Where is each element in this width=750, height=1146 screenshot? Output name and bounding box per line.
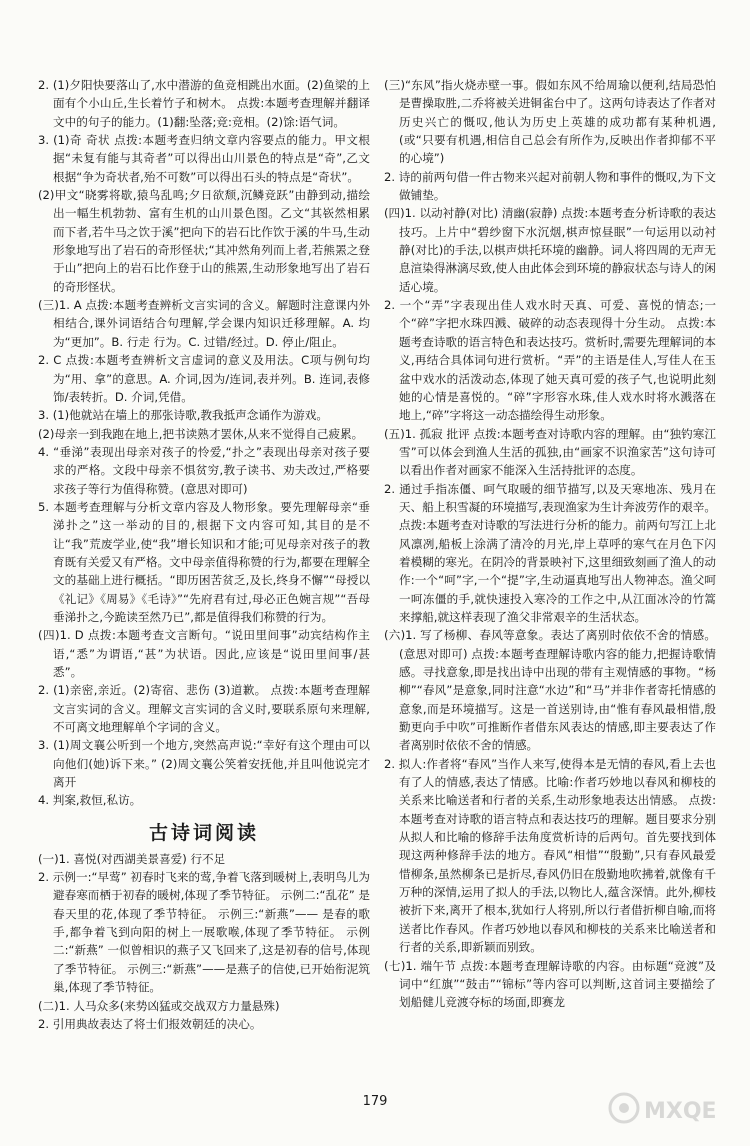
answer-paragraph: 3. (1)他就站在墙上的那张诗歌,教我抵声念诵作为游戏。	[38, 408, 328, 423]
answer-paragraph: 2. 一个“弄”字表现出佳人戏水时天真、可爱、喜悦的情态;一个“碎”字把水珠四溅、破碎的动态表现得十分生动。 点拨:本题考查诗歌的语言特色和表达技巧。赏析时,需要先理解词的本义,再结合具体词句进行赏析。“弄”的主语是佳人,写佳人在玉盆中戏水的活泼动态,体现了她天真可爱的孩子气,也说明此刻她的心情是喜悦的。“碎”字形容水珠,佳人戏水时将水溅落在地上,“碎”字将这一动态描绘得生动形象。	[384, 298, 716, 423]
answer-paragraph: (四)1. D 点拨:本题考查文言断句。“说田里间事”动宾结构作主语,“悉”为谓语,“甚”为状语。因此,应该是“说田里间事/甚悉”。	[38, 628, 370, 679]
answer-paragraph: 2. (1)亲密,亲近。(2)寄宿、悲伤 (3)道歉。 点拨:本题考查理解文言实词的含义。理解文言实词的含义时,要联系原句来理解,不可离文地理解单个字词的含义。	[38, 683, 370, 735]
answer-paragraph: (五)1. 孤寂 批评 点拨:本题考查对诗歌内容的理解。由“独钓寒江雪”可以体会到渔人生活的孤独,由“画家不识渔家苦”这句诗可以看出作者对画家不能深入生活持批评的态度。	[384, 426, 716, 478]
answer-paragraph: 2. 通过手指冻僵、呵气取暖的细节描写,以及天寒地冻、残月在天、船上积雪凝的环境描写,表现渔家为生计奔波劳作的艰辛。 点拨:本题考查对诗歌的写法进行分析的能力。前两句写江上北风凛冽,船板上涂满了清冷的月光,岸上草呼的寒气在月色下闪着模糊的寒光。在阴冷的背景映衬下,这里细致刻画了渔人的动作:一个“呵”字,一个“提”字,生动逼真地写出人物神态。渔父呵一呵冻僵的手,就快速投入寒冷的工作之中,从江面冰冷的竹篙来撑船,就这样表现了渔父非常艰辛的生活状态。	[384, 481, 716, 624]
answer-paragraph: 5. 本题考查理解与分析文章内容及人物形象。要先理解母亲“垂涕扑之”这一举动的目的,根据下文内容可知,其目的是不让“我”荒废学业,使“我”增长知识和才能;可见母亲对孩子的教育既有关爱又有严格。文中母亲值得称赞的行为,都要在理解全文的基础上进行概括。“即历困苦贫乏,及长,终身不懈”“母授以《礼记》《周易》《毛诗》”“先府君有过,母必正色婉言规”“吾母垂涕扑之,今跪读至然乃已”,都是值得我们称赞的行为。	[38, 499, 370, 624]
answer-paragraph: 2. C 点拨:本题考查辨析文言虚词的意义及用法。C项与例句均为“用、拿”的意思。A. 介词,因为/连词,表并列。B. 连词,表修饰/表转折。D. 介词,凭借。	[38, 353, 370, 404]
left-column	[38, 76, 370, 1033]
answer-paragraph: 4. 判案,救恒,私访。	[38, 793, 142, 808]
answer-paragraph: (2)甲文“晓雾将歇,猿鸟乱鸣;夕日欲颓,沉鳞竞跃”由静到动,描绘出一幅生机勃勃、富有生机的山川景色图。乙文“其嵚然相累而下者,若牛马之饮于溪”把向下的岩石比作饮于溪的牛马,生动形象地写出了岩石的奇形怪状;“其冲然角列而上者,若熊罴之登于山”把向上的岩石比作登于山的熊罴,生动形象地写出了岩石的奇形怪状。	[38, 188, 370, 294]
answer-paragraph: (三)“东风”指火烧赤壁一事。假如东风不给周瑜以便利,结局恐怕是曹操取胜,二乔将被关进铜雀台中了。这两句诗表达了作者对历史兴亡的慨叹,他认为历史上英雄的成功都有某种机遇,(或“只要有机遇,相信自己总会有所作为,反映出作者抑郁不平的心境”)	[384, 78, 716, 166]
answer-paragraph: 3. (1)奇 奇状 点拨:本题考查归纳文章内容要点的能力。甲文根据“未复有能与其奇者”可以得出山川景色的特点是“奇”,乙文根据“争为奇状者,殆不可数”可以得出石头的特点是“奇状”。	[38, 133, 370, 184]
answer-paragraph: 2. (1)夕阳快要落山了,水中潜游的鱼竞相跳出水面。(2)鱼梁的上面有个小山丘,生长着竹子和树木。 点拨:本题考查理解并翻译文中的句子的能力。(1)翻:坠落;竞:竞相。(2)馀:语气词。	[38, 78, 370, 129]
answer-paragraph: 2. 诗的前两句借一件古物来兴起对前朝人物和事件的慨叹,为下文做铺垫。	[384, 169, 716, 203]
watermark-logo	[606, 1086, 736, 1136]
answer-paragraph: 2. 引用典故表达了将士们报效朝廷的决心。	[38, 1016, 262, 1031]
answer-paragraph: (2)母亲一到我跑在地上,把书读熟才罢休,从来不觉得自己疲累。	[38, 426, 364, 441]
answer-paragraph: 2. 拟人:作者将“春风”当作人来写,使得本是无情的春风,看上去也有了人的情感,表达了情感。比喻:作者巧妙地以春风和柳枝的关系来比喻送者和行者的关系,生动形象地表达出情感。 点拨:本题考查对诗歌的语言特点和表达技巧的理解。题目要求分别从拟人和比喻的修辞手法角度赏析诗的后两句。首先要找到体现这两种修辞手法的地方。春风“相惜”“殷勤”,只有春风最爱惜柳条,虽然柳条已是折尽,春风仍旧在殷勤地吹拂着,就像有千万种的深情,运用了拟人的手法,以物比人,蕴含深情。此外,柳枝被折下来,离开了根本,犹如行人将别,所以行者借折柳自喻,而将送者比作春风。作者巧妙地以春风和柳枝的关系来比喻送者和行者的关系,即新颖而别致。	[384, 756, 716, 955]
svg-text:MXQE: MXQE	[644, 1099, 717, 1124]
right-column	[384, 76, 716, 1012]
answer-paragraph: (一)1. 喜悦(对西湖美景喜爱) 行不足	[38, 851, 226, 866]
page-number: 179	[362, 1094, 388, 1109]
section-heading: 古诗词阅读	[148, 821, 259, 844]
answer-paragraph: (二)1. 人马众多(来势凶猛或交战双方力量悬殊)	[38, 998, 280, 1013]
answer-paragraph: (六)1. 写了杨柳、春风等意象。表达了离别时依依不舍的情感。(意思对即可) 点拨:本题考查理解诗歌内容的能力,把握诗歌情感。寻找意象,即是找出诗中出现的带有主观情感的事物。“杨柳”“春风”是意象,同时注意“水边”和“马”并非作者寄托情感的意象,而是环境描写。这是一首送别诗,由“惟有春风最相惜,殷勤更向手中吹”可推断作者借东风表达的情感,即主要表达了作者离别时依依不舍的情感。	[384, 628, 716, 753]
answer-paragraph: 4. “垂涕”表现出母亲对孩子的怜爱,“扑之”表现出母亲对孩子要求的严格。文段中母亲不惧贫穷,教子读书、劝夫改过,严格要求孩子等行为值得称赞。(意思对即可)	[38, 444, 370, 496]
answer-paragraph: (四)1. 以动衬静(对比) 清幽(寂静) 点拨:本题考查分析诗歌的表达技巧。上片中“碧纱窗下水沉烟,棋声惊昼眠”一句运用以动衬静(对比)的手法,以棋声烘托环境的幽静。词人将四周的无声无息渲染得淋漓尽致,使人由此体会到环境的静寂状态与诗人的闲适心境。	[384, 206, 716, 294]
answer-paragraph: (三)1. A 点拨:本题考查辨析文言实词的含义。解题时注意课内外相结合,课外词语结合句理解,学会课内知识迁移理解。A. 均为“更加”。B. 行走 行为。C. 过错/经过。D. 停止/阻止。	[38, 298, 370, 349]
answer-paragraph: 2. 示例一:“早莺” 初春时飞来的莺,争着飞落到暖树上,表明鸟儿为避春寒而栖于初春的暖树,体现了季节特征。 示例二:“乱花” 是春天里的花,体现了季节特征。 示例三:“新燕”—— 是春的歌手,都争着飞到向阳的树上一展歌喉,体现了季节特征。 示例二:“新燕” 一似曾相识的燕子又飞回来了,这是初春的信号,体现了季节特征。 示例三:“新燕”——是燕子的信使,已开始衔泥筑巢,体现了季节特征。	[38, 870, 370, 995]
answer-paragraph: 3. (1)周文襄公听到一个地方,突然高声说:“幸好有这个理由可以向他们(她)诉下来。” (2)周文襄公笑着安抚他,并且叫他说完才离开	[38, 738, 370, 790]
answer-paragraph: (七)1. 端午节 点拨:本题考查理解诗歌的内容。由标题“竞渡”及词中“红旗”“鼓击”“锦标”等内容可以判断,这首词主要描绘了划船健儿竞渡夺标的场面,即赛龙	[384, 958, 716, 1010]
